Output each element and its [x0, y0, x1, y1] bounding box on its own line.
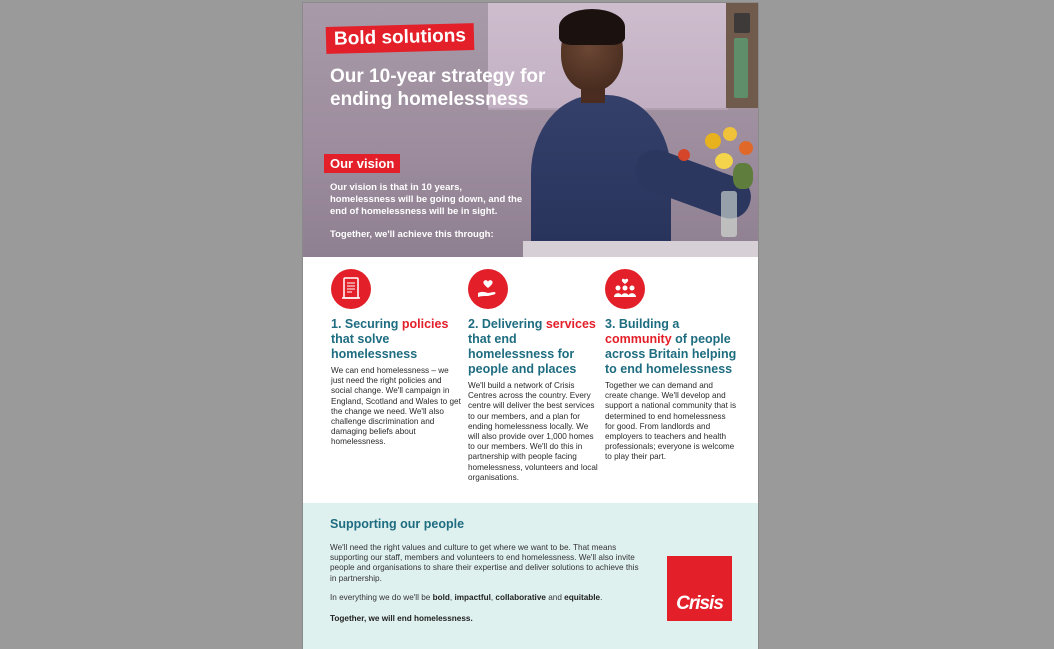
- community-icon: [605, 269, 645, 309]
- background-shelf: [726, 3, 758, 108]
- strategy-intro: Together, we'll achieve this through:: [330, 229, 494, 240]
- pillar-community: [605, 269, 737, 463]
- heart-hand-icon: [468, 269, 508, 309]
- leaves: [733, 163, 753, 189]
- crisis-logo: Crisis: [667, 556, 732, 621]
- supporting-people-panel: [303, 503, 758, 649]
- flower: [739, 141, 753, 155]
- page-title: Our 10-year strategy for ending homelessness: [330, 66, 546, 110]
- flower-vase: [721, 191, 737, 237]
- document-icon: [331, 269, 371, 309]
- support-heading: Supporting our people: [330, 517, 465, 531]
- vision-badge: Our vision: [324, 154, 400, 173]
- closing-statement: Together, we will end homelessness.: [330, 614, 473, 623]
- pillar-policies: [331, 269, 463, 448]
- flower: [678, 149, 690, 161]
- pillar-body: We can end homelessness – we just need the right policies and social change. We'll campaign in England, Scotland and Wales to get the change we need. We'll also challenge discrimination and damaging beliefs about homelessness.: [331, 366, 461, 447]
- support-paragraph: We'll need the right values and culture to get where we want to be. That means supporting our staff, members and volunteers to end homelessness. We'll also invite people and organisations to share their expertise and deliver solutions to achieve this in partnership.: [330, 543, 639, 583]
- pillar-title: 2. Delivering services that end homelessness for people and places: [468, 317, 596, 376]
- pillar-body: We'll build a network of Crisis Centres across the country. Every centre will deliver the best services to our members, and a plan for ending homelessness locally. We will also provide over 1,000 homes to our members. We'll do this in partnership with people facing homelessness, volunteers and local organisations.: [468, 381, 598, 482]
- pillar-services: [468, 269, 600, 483]
- vision-text: Our vision is that in 10 years, homelessness will be going down, and the end of homelessness will be in sight.: [330, 182, 523, 217]
- values-statement: In everything we do we'll be bold, impactful, collaborative and equitable.: [330, 593, 603, 602]
- flower: [715, 153, 733, 169]
- flower: [723, 127, 737, 141]
- hero-section: [303, 3, 758, 257]
- bold-solutions-badge: Bold solutions: [326, 23, 475, 54]
- pillar-title: 1. Securing policies that solve homelessness: [331, 317, 449, 361]
- kitchen-counter: [523, 241, 758, 257]
- pillar-body: Together we can demand and create change. We'll develop and support a national community that is determined to end homelessness for good. From landlords and employers to teachers and health professionals; everyone is welcome to play their part.: [605, 381, 737, 462]
- pillar-title: 3. Building a community of people across Britain helping to end homelessness: [605, 317, 737, 376]
- strategy-page: [303, 3, 758, 649]
- flower: [705, 133, 721, 149]
